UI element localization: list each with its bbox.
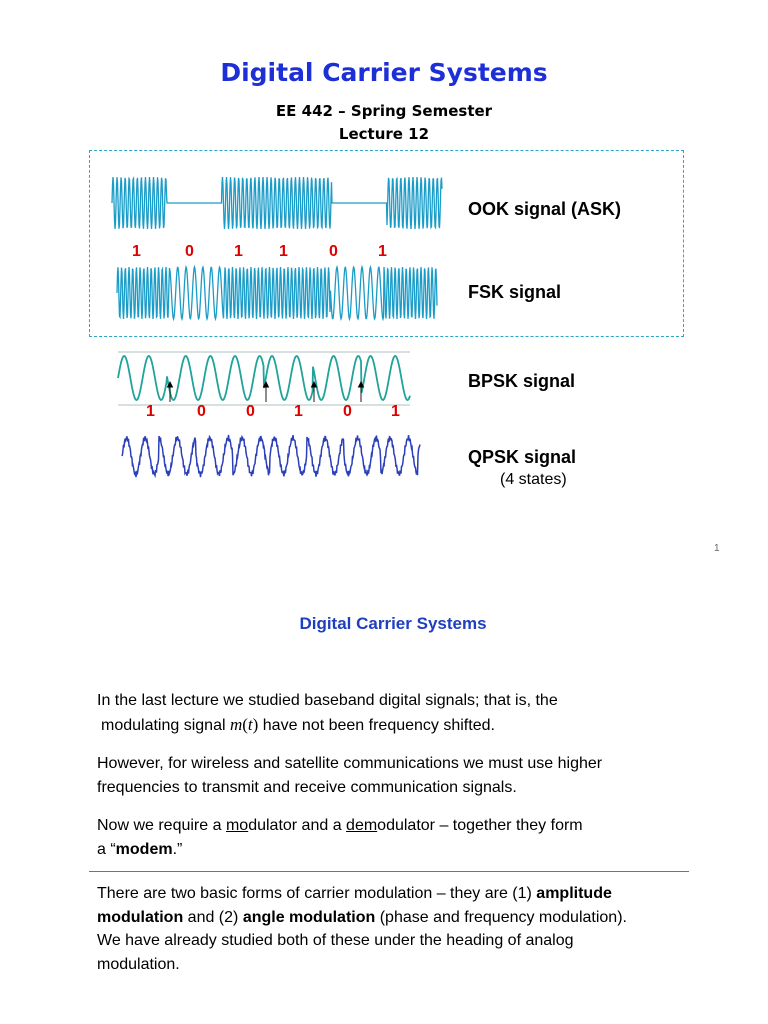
course-subtitle: EE 442 – Spring Semester (275, 102, 493, 120)
underlined-dem: dem (346, 817, 378, 834)
ook-bit: 0 (185, 243, 194, 260)
ook-waveform (112, 170, 442, 240)
bold-amplitude: amplitude (536, 885, 612, 902)
text-line (97, 906, 697, 930)
bpsk-bit-sequence (0, 403, 768, 423)
paragraph-higher-frequencies (97, 752, 677, 799)
ook-bit-sequence (0, 243, 768, 263)
paragraph-baseband (97, 689, 677, 737)
text-line: modulation. (97, 955, 180, 973)
ook-bit: 0 (329, 243, 338, 260)
ook-bit: 1 (279, 243, 288, 260)
text-line: We have already studied both of these under the heading of analog (97, 932, 574, 949)
text-span: a “ (97, 840, 116, 858)
paragraph-modem (97, 814, 677, 861)
bpsk-signal-label: BPSK signal (468, 371, 576, 391)
text-span: (phase and frequency modulation). (375, 908, 627, 926)
text-span: Now we require a (97, 817, 226, 834)
paragraph-carrier-modulation (97, 882, 697, 976)
bpsk-bit: 0 (197, 403, 206, 420)
symbol-m: m (229, 714, 243, 734)
text-line: In the last lecture we studied baseband digital signals; that is, the (97, 692, 558, 709)
underlined-mo: mo (225, 817, 249, 834)
text-span: and (2) (183, 908, 243, 926)
text-span: modulating signal (101, 716, 230, 734)
text-span: There are two basic forms of carrier modulation – they are (1) (97, 885, 537, 902)
symbol-t: t (247, 714, 253, 734)
text-line (97, 814, 677, 838)
page-number: 1 (714, 543, 720, 554)
divider-line (89, 871, 689, 872)
text-span: odulator – together they form (377, 817, 583, 834)
text-line: frequencies to transmit and receive communication signals. (97, 778, 517, 796)
text-line: However, for wireless and satellite communications we must use higher (97, 755, 603, 772)
qpsk-signal-label: QPSK signal (468, 447, 577, 467)
qpsk-states-note: (4 states) (500, 471, 567, 488)
section-title: Digital Carrier Systems (299, 614, 487, 633)
text-span: .” (172, 840, 183, 858)
bpsk-bit: 0 (246, 403, 255, 420)
bpsk-bit: 1 (294, 403, 303, 420)
ook-bit: 1 (234, 243, 243, 260)
text-line (97, 713, 677, 738)
bpsk-bit: 1 (146, 403, 155, 420)
ook-bit: 1 (378, 243, 387, 260)
text-line (97, 882, 697, 906)
bold-modem: modem (115, 840, 173, 858)
bold-angle-modulation: angle modulation (242, 908, 376, 926)
slide-title: Digital Carrier Systems (220, 58, 548, 87)
bold-modulation: modulation (97, 908, 184, 926)
paren-close: ) (252, 714, 259, 734)
bpsk-bit: 0 (343, 403, 352, 420)
bpsk-bit: 1 (391, 403, 400, 420)
ook-signal-label: OOK signal (ASK) (468, 199, 622, 219)
text-line (97, 838, 677, 862)
fsk-waveform (117, 263, 437, 323)
fsk-signal-label: FSK signal (468, 282, 562, 302)
bpsk-waveform (118, 350, 418, 410)
text-span: dulator and a (248, 817, 347, 834)
qpsk-waveform (122, 432, 422, 482)
lecture-number: Lecture 12 (338, 125, 430, 143)
ook-bit: 1 (132, 243, 141, 260)
text-span: have not been frequency shifted. (258, 716, 495, 734)
paren-open: ( (242, 714, 248, 734)
